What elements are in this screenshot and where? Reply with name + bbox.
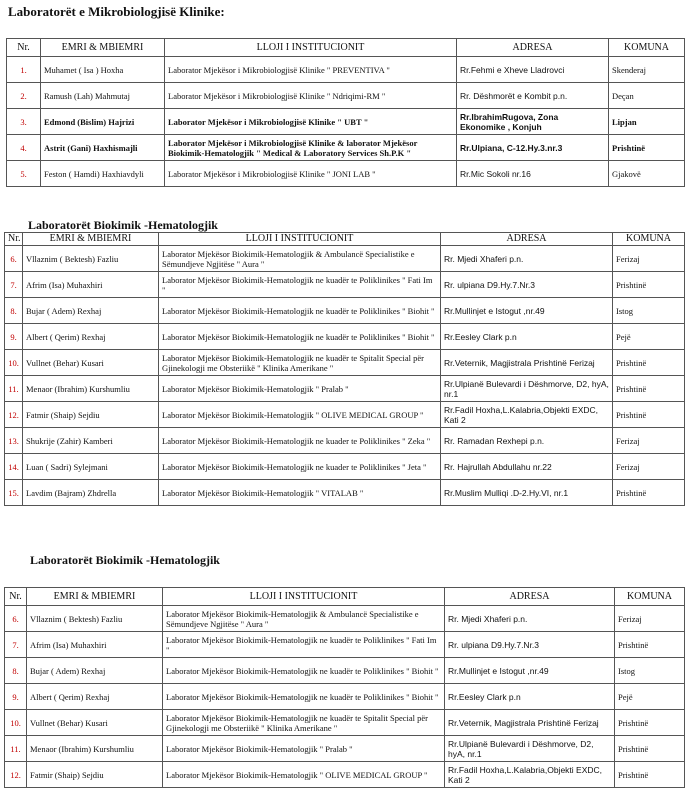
table-row bbox=[5, 298, 685, 324]
table-row bbox=[5, 402, 685, 428]
address-header: ADRESA bbox=[445, 588, 615, 606]
municipality: Istog bbox=[615, 658, 685, 684]
institution-type: Laborator Mjekësor Biokimik-Hematologjik ne kuader te Poliklinikes " Zeka " bbox=[159, 428, 441, 454]
row-number: 12. bbox=[5, 402, 23, 428]
table-row bbox=[7, 57, 685, 83]
nr-header: Nr. bbox=[5, 588, 27, 606]
type-header: LLOJI I INSTITUCIONIT bbox=[165, 39, 457, 57]
row-number: 14. bbox=[5, 454, 23, 480]
address: Rr.Eesley Clark p.n bbox=[441, 324, 613, 350]
address: Rr.Fehmi e Xheve Lladrovci bbox=[457, 57, 609, 83]
person-name: Menaor (Ibrahim) Kurshumliu bbox=[27, 736, 163, 762]
person-name: Menaor (Ibrahim) Kurshumliu bbox=[23, 376, 159, 402]
institution-type: Laborator Mjekësor Biokimik-Hematologjik ne kuadër te Poliklinikes " Biohit " bbox=[163, 658, 445, 684]
address: Rr.Veternik, Magjistrala Prishtinë Ferizaj bbox=[445, 710, 615, 736]
address: Rr.Eesley Clark p.n bbox=[445, 684, 615, 710]
row-number: 11. bbox=[5, 376, 23, 402]
komuna-header: KOMUNA bbox=[615, 588, 685, 606]
row-number: 2. bbox=[7, 83, 41, 109]
row-number: 5. bbox=[7, 161, 41, 187]
address: Rr. ulpiana D9.Hy.7.Nr.3 bbox=[445, 632, 615, 658]
address: Rr.Fadil Hoxha,L.Kalabria,Objekti EXDC, Kati 2 bbox=[445, 762, 615, 788]
person-name: Luan ( Sadri) Sylejmani bbox=[23, 454, 159, 480]
row-number: 15. bbox=[5, 480, 23, 506]
address: Rr. Mjedi Xhaferi p.n. bbox=[445, 606, 615, 632]
person-name: Vllaznim ( Bektesh) Fazliu bbox=[27, 606, 163, 632]
address: Rr.Mullinjet e Istogut ,nr.49 bbox=[445, 658, 615, 684]
person-name: Bujar ( Adem) Rexhaj bbox=[27, 658, 163, 684]
address: Rr.Muslim Mulliqi .D-2.Hy.VI, nr.1 bbox=[441, 480, 613, 506]
table-row bbox=[5, 606, 685, 632]
row-number: 13. bbox=[5, 428, 23, 454]
institution-type: Laborator Mjekësor Biokimik-Hematologjik " Pralab " bbox=[159, 376, 441, 402]
institution-type: Laborator Mjekësor i Mikrobiologjisë Klinike & laborator Mjekësor Biokimik-Hematologjik " Medical & Laboratory Services Sh.P.K " bbox=[165, 135, 457, 161]
table-row bbox=[5, 762, 685, 788]
municipality: Pejë bbox=[615, 684, 685, 710]
person-name: Muhamet ( Isa ) Hoxha bbox=[41, 57, 165, 83]
person-name: Feston ( Hamdi) Haxhiavdyli bbox=[41, 161, 165, 187]
row-number: 4. bbox=[7, 135, 41, 161]
person-name: Afrim (Isa) Muhaxhiri bbox=[23, 272, 159, 298]
institution-type: Laborator Mjekësor Biokimik-Hematologjik " OLIVE MEDICAL GROUP " bbox=[159, 402, 441, 428]
section-2-title: Laboratorët Biokimik -Hematologjik bbox=[28, 218, 218, 232]
municipality: Pejë bbox=[613, 324, 685, 350]
municipality: Ferizaj bbox=[613, 428, 685, 454]
table-header-row bbox=[5, 588, 685, 606]
municipality: Gjakovë bbox=[609, 161, 685, 187]
person-name: Astrit (Gani) Haxhismajli bbox=[41, 135, 165, 161]
municipality: Ferizaj bbox=[615, 606, 685, 632]
address-header: ADRESA bbox=[441, 233, 613, 246]
person-name: Vullnet (Behar) Kusari bbox=[27, 710, 163, 736]
institution-type: Laborator Mjekësor Biokimik-Hematologjik " OLIVE MEDICAL GROUP " bbox=[163, 762, 445, 788]
type-header: LLOJI I INSTITUCIONIT bbox=[163, 588, 445, 606]
komuna-header: KOMUNA bbox=[609, 39, 685, 57]
municipality: Skenderaj bbox=[609, 57, 685, 83]
biochemistry-labs-table-repeat bbox=[4, 587, 685, 788]
table-row bbox=[5, 376, 685, 402]
municipality: Prishtinë bbox=[615, 632, 685, 658]
row-number: 7. bbox=[5, 632, 27, 658]
person-name: Ramush (Lah) Mahmutaj bbox=[41, 83, 165, 109]
section-3-title: Laboratorët Biokimik -Hematologjik bbox=[30, 553, 220, 567]
person-name: Vullnet (Behar) Kusari bbox=[23, 350, 159, 376]
institution-type: Laborator Mjekësor Biokimik-Hematologjik ne kuadër te Poliklinikes " Biohit " bbox=[163, 684, 445, 710]
institution-type: Laborator Mjekësor Biokimik-Hematologjik & Ambulancë Specialistike e Sëmundjeve Ngjitëse " Aura " bbox=[163, 606, 445, 632]
address: Rr.Ulpiana, C-12.Hy.3.nr.3 bbox=[457, 135, 609, 161]
person-name: Albert ( Qerim) Rexhaj bbox=[23, 324, 159, 350]
address: Rr. Dëshmorët e Kombit p.n. bbox=[457, 83, 609, 109]
address: Rr.Ulpianë Bulevardi i Dëshmorve, D2, hyA, nr.1 bbox=[445, 736, 615, 762]
table-row bbox=[5, 658, 685, 684]
address: Rr.Mullinjet e Istogut ,nr.49 bbox=[441, 298, 613, 324]
institution-type: Laborator Mjekësor Biokimik-Hematologjik " VITALAB " bbox=[159, 480, 441, 506]
table-row bbox=[5, 324, 685, 350]
institution-type: Laborator Mjekësor Biokimik-Hematologjik " Pralab " bbox=[163, 736, 445, 762]
table-row bbox=[5, 684, 685, 710]
municipality: Prishtinë bbox=[613, 376, 685, 402]
nr-header: Nr. bbox=[7, 39, 41, 57]
table-row bbox=[5, 480, 685, 506]
municipality: Istog bbox=[613, 298, 685, 324]
municipality: Prishtinë bbox=[613, 272, 685, 298]
person-name: Albert ( Qerim) Rexhaj bbox=[27, 684, 163, 710]
municipality: Ferizaj bbox=[613, 246, 685, 272]
table-row bbox=[7, 161, 685, 187]
row-number: 10. bbox=[5, 710, 27, 736]
institution-type: Laborator Mjekësor i Mikrobiologjisë Klinike " PREVENTIVA " bbox=[165, 57, 457, 83]
address: Rr. Mjedi Xhaferi p.n. bbox=[441, 246, 613, 272]
name-header: EMRI & MBIEMRI bbox=[23, 233, 159, 246]
table-row bbox=[7, 135, 685, 161]
row-number: 6. bbox=[5, 606, 27, 632]
municipality: Prishtinë bbox=[613, 480, 685, 506]
municipality: Ferizaj bbox=[613, 454, 685, 480]
table-row bbox=[7, 83, 685, 109]
address-header: ADRESA bbox=[457, 39, 609, 57]
municipality: Prishtinë bbox=[615, 762, 685, 788]
institution-type: Laborator Mjekësor Biokimik-Hematologjik ne kuader te Poliklinikes " Jeta " bbox=[159, 454, 441, 480]
person-name: Vllaznim ( Bektesh) Fazliu bbox=[23, 246, 159, 272]
institution-type: Laborator Mjekësor Biokimik-Hematologjik ne kuadër te Poliklinikes " Biohit " bbox=[159, 298, 441, 324]
table-row bbox=[5, 710, 685, 736]
institution-type: Laborator Mjekësor Biokimik-Hematologjik & Ambulancë Specialistike e Sëmundjeve Ngjitëse " Aura " bbox=[159, 246, 441, 272]
table-header-row bbox=[7, 39, 685, 57]
table-row bbox=[5, 350, 685, 376]
row-number: 11. bbox=[5, 736, 27, 762]
municipality: Prishtinë bbox=[613, 350, 685, 376]
row-number: 12. bbox=[5, 762, 27, 788]
address: Rr. Hajrullah Abdullahu nr.22 bbox=[441, 454, 613, 480]
table-row bbox=[5, 454, 685, 480]
address: Rr.Ulpianë Bulevardi i Dëshmorve, D2, hyA, nr.1 bbox=[441, 376, 613, 402]
row-number: 9. bbox=[5, 684, 27, 710]
municipality: Deçan bbox=[609, 83, 685, 109]
person-name: Afrim (Isa) Muhaxhiri bbox=[27, 632, 163, 658]
institution-type: Laborator Mjekësor Biokimik-Hematologjik ne kuadër te Spitalit Special për Gjinekologji me Obsteriikë " Klinika Amerikane " bbox=[163, 710, 445, 736]
person-name: Edmond (Bislim) Hajrizi bbox=[41, 109, 165, 135]
name-header: EMRI & MBIEMRI bbox=[41, 39, 165, 57]
biochemistry-labs-table bbox=[4, 232, 685, 506]
municipality: Lipjan bbox=[609, 109, 685, 135]
table-row bbox=[5, 428, 685, 454]
row-number: 8. bbox=[5, 658, 27, 684]
microbiology-labs-table bbox=[6, 38, 685, 187]
table-row bbox=[5, 272, 685, 298]
address: Rr.IbrahimRugova, Zona Ekonomike , Konjuh bbox=[457, 109, 609, 135]
person-name: Bujar ( Adem) Rexhaj bbox=[23, 298, 159, 324]
table-row bbox=[5, 632, 685, 658]
row-number: 3. bbox=[7, 109, 41, 135]
person-name: Fatmir (Shaip) Sejdiu bbox=[27, 762, 163, 788]
table-row bbox=[7, 109, 685, 135]
institution-type: Laborator Mjekësor Biokimik-Hematologjik ne kuadër te Poliklinikes " Fati Im " bbox=[163, 632, 445, 658]
municipality: Prishtinë bbox=[613, 402, 685, 428]
address: Rr.Veternik, Magjistrala Prishtinë Ferizaj bbox=[441, 350, 613, 376]
address: Rr.Fadil Hoxha,L.Kalabria,Objekti EXDC, Kati 2 bbox=[441, 402, 613, 428]
person-name: Lavdim (Bajram) Zhdrella bbox=[23, 480, 159, 506]
row-number: 6. bbox=[5, 246, 23, 272]
institution-type: Laborator Mjekësor i Mikrobiologjisë Klinike " Ndriqimi-RM " bbox=[165, 83, 457, 109]
row-number: 9. bbox=[5, 324, 23, 350]
institution-type: Laborator Mjekësor Biokimik-Hematologjik ne kuadër te Poliklinikes " Biohit " bbox=[159, 324, 441, 350]
row-number: 7. bbox=[5, 272, 23, 298]
table-row bbox=[5, 736, 685, 762]
institution-type: Laborator Mjekësor i Mikrobiologjisë Klinike " JONI LAB " bbox=[165, 161, 457, 187]
row-number: 8. bbox=[5, 298, 23, 324]
address: Rr.Mic Sokoli nr.16 bbox=[457, 161, 609, 187]
komuna-header: KOMUNA bbox=[613, 233, 685, 246]
type-header: LLOJI I INSTITUCIONIT bbox=[159, 233, 441, 246]
name-header: EMRI & MBIEMRI bbox=[27, 588, 163, 606]
municipality: Prishtinë bbox=[615, 736, 685, 762]
row-number: 10. bbox=[5, 350, 23, 376]
table-header-row bbox=[5, 233, 685, 246]
municipality: Prishtinë bbox=[609, 135, 685, 161]
institution-type: Laborator Mjekësor i Mikrobiologjisë Klinike " UBT " bbox=[165, 109, 457, 135]
municipality: Prishtinë bbox=[615, 710, 685, 736]
section-1-title: Laboratorët e Mikrobiologjisë Klinike: bbox=[8, 4, 225, 19]
address: Rr. Ramadan Rexhepi p.n. bbox=[441, 428, 613, 454]
nr-header: Nr. bbox=[5, 233, 23, 246]
institution-type: Laborator Mjekësor Biokimik-Hematologjik ne kuadër te Spitalit Special për Gjinekologji me Obsteriikë " Klinika Amerikane " bbox=[159, 350, 441, 376]
address: Rr. ulpiana D9.Hy.7.Nr.3 bbox=[441, 272, 613, 298]
table-row bbox=[5, 246, 685, 272]
person-name: Fatmir (Shaip) Sejdiu bbox=[23, 402, 159, 428]
row-number: 1. bbox=[7, 57, 41, 83]
person-name: Shukrije (Zahir) Kamberi bbox=[23, 428, 159, 454]
institution-type: Laborator Mjekësor Biokimik-Hematologjik ne kuadër te Poliklinikes " Fati Im " bbox=[159, 272, 441, 298]
